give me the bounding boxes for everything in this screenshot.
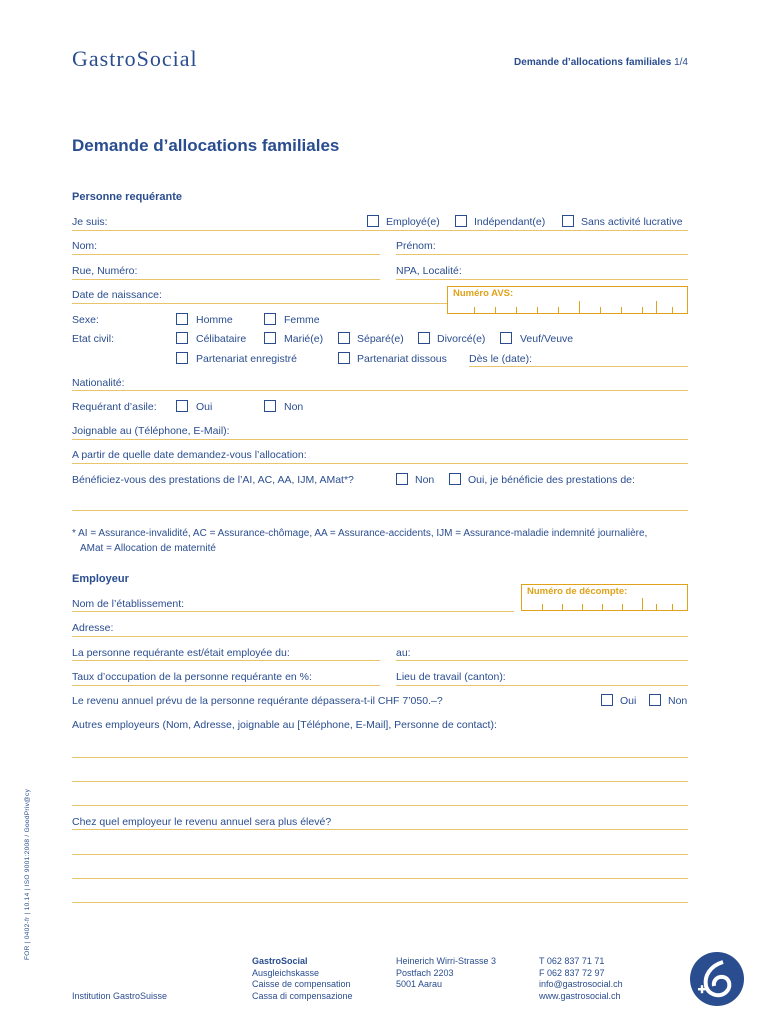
- des-le-label: Dès le (date):: [469, 353, 533, 365]
- veuf-checkbox[interactable]: [500, 332, 512, 344]
- footer-col1-line: Ausgleichskasse: [252, 967, 320, 978]
- logo-text: GastroSocial: [72, 46, 198, 71]
- naissance-label: Date de naissance:: [72, 289, 162, 301]
- gastrosocial-emblem-icon: [690, 952, 744, 1006]
- dissous-label: Partenariat dissous: [357, 353, 447, 365]
- nationalite-field[interactable]: [72, 390, 688, 391]
- prenom-field[interactable]: [396, 254, 688, 255]
- section-employeur-heading: Employeur: [72, 573, 129, 585]
- autres-employeurs-label: Autres employeurs (Nom, Adresse, joignable au [Téléphone, E-Mail], Personne de contact):: [72, 719, 497, 731]
- adresse-label: Adresse:: [72, 622, 114, 634]
- section-personne-heading: Personne requérante: [72, 191, 183, 203]
- benef-oui-label: Oui, je bénéficie des prestations de:: [468, 474, 635, 486]
- partenariat-checkbox[interactable]: [176, 352, 188, 364]
- benef-non-label: Non: [415, 474, 435, 486]
- veuf-label: Veuf/Veuve: [520, 333, 574, 345]
- joignable-field[interactable]: [72, 439, 688, 440]
- decompte-tick: [622, 604, 623, 610]
- footer-institution: Institution GastroSuisse: [72, 991, 168, 1001]
- chez-quel-line-2[interactable]: [72, 854, 688, 855]
- independant-label: Indépendant(e): [474, 216, 546, 228]
- footer-col2-line: Postfach 2203: [396, 967, 454, 978]
- footer-email: info@gastrosocial.ch: [539, 979, 623, 989]
- revenu-oui-checkbox[interactable]: [601, 694, 613, 706]
- celibataire-checkbox[interactable]: [176, 332, 188, 344]
- lieu-field[interactable]: [396, 685, 688, 686]
- marie-label: Marié(e): [284, 333, 324, 345]
- employe-label: Employé(e): [386, 216, 440, 228]
- taux-field[interactable]: [72, 685, 380, 686]
- footer-col2-line: Heinerich Wirri-Strasse 3: [396, 956, 497, 966]
- page-title: Demande d’allocations familiales: [72, 136, 340, 155]
- etablissement-label: Nom de l’établissement:: [72, 598, 185, 610]
- footer-fax: F 062 837 72 97: [539, 967, 605, 978]
- side-document-code: FOR | 0402-fr | 10.14 | ISO 9001:2008 / GoodPriv@cy: [24, 788, 31, 960]
- avs-tick: [621, 307, 622, 313]
- au-field[interactable]: [396, 660, 688, 661]
- page-number: 1/4: [674, 57, 688, 68]
- footer-col1-line: Cassa di compensazione: [252, 990, 353, 1001]
- chez-quel-line-1[interactable]: [72, 829, 688, 830]
- avs-tick: [642, 307, 643, 313]
- je-suis-label: Je suis:: [72, 216, 108, 228]
- celibataire-label: Célibataire: [196, 333, 247, 345]
- sans-activite-label: Sans activité lucrative: [581, 216, 683, 228]
- femme-label: Femme: [284, 314, 320, 326]
- homme-label: Homme: [196, 314, 233, 326]
- rue-field[interactable]: [72, 279, 380, 280]
- partenariat-label: Partenariat enregistré: [196, 353, 297, 365]
- a-partir-label: A partir de quelle date demandez-vous l’allocation:: [72, 449, 307, 461]
- decompte-tick: [672, 604, 673, 610]
- avs-tick: [474, 307, 475, 313]
- footer-col1: [252, 956, 353, 1002]
- nom-label: Nom:: [72, 240, 98, 252]
- marie-checkbox[interactable]: [264, 332, 276, 344]
- footer-col1-title: GastroSocial: [252, 956, 308, 966]
- chez-quel-line-4[interactable]: [72, 902, 688, 903]
- footer-website: www.gastrosocial.ch: [539, 990, 621, 1001]
- rue-label: Rue, Numéro:: [72, 265, 138, 277]
- autres-line-1[interactable]: [72, 757, 688, 758]
- dissous-checkbox[interactable]: [338, 352, 350, 364]
- avs-separator: [656, 301, 657, 313]
- autres-line-3[interactable]: [72, 805, 688, 806]
- chez-quel-line-3[interactable]: [72, 878, 688, 879]
- footnote-line-2: AMat = Allocation de maternité: [80, 543, 216, 554]
- decompte-tick: [582, 604, 583, 610]
- independant-checkbox[interactable]: [455, 215, 467, 227]
- decompte-separator: [642, 598, 643, 610]
- naissance-field[interactable]: [72, 303, 447, 304]
- footer-col2: [396, 956, 496, 991]
- footer-col3: [539, 956, 623, 1002]
- decompte-label: Numéro de décompte:: [527, 586, 628, 597]
- autres-line-2[interactable]: [72, 781, 688, 782]
- avs-tick: [672, 307, 673, 313]
- benef-non-checkbox[interactable]: [396, 473, 408, 485]
- header-title-text: Demande d’allocations familiales: [514, 57, 672, 68]
- revenu-label: Le revenu annuel prévu de la personne requérante dépassera-t-il CHF 7’050.–?: [72, 695, 443, 707]
- separe-label: Séparé(e): [357, 333, 404, 345]
- nationalite-label: Nationalité:: [72, 377, 125, 389]
- npa-label: NPA, Localité:: [396, 265, 462, 277]
- avs-number-box[interactable]: [447, 286, 688, 314]
- nom-field[interactable]: [72, 254, 380, 255]
- npa-field[interactable]: [396, 279, 688, 280]
- decompte-tick: [542, 604, 543, 610]
- separe-checkbox[interactable]: [338, 332, 350, 344]
- des-le-field[interactable]: [469, 366, 688, 367]
- decompte-tick: [656, 604, 657, 610]
- divorce-checkbox[interactable]: [418, 332, 430, 344]
- divorce-label: Divorcé(e): [437, 333, 486, 345]
- beneficiez-label: Bénéficiez-vous des prestations de l’AI, AC, AA, IJM, AMat*?: [72, 474, 354, 486]
- avs-label: Numéro AVS:: [453, 288, 514, 299]
- revenu-non-checkbox[interactable]: [649, 694, 661, 706]
- header-form-title: [514, 57, 688, 68]
- avs-tick: [600, 307, 601, 313]
- taux-label: Taux d’occupation de la personne requérante en %:: [72, 671, 312, 683]
- revenu-oui-label: Oui: [620, 695, 637, 707]
- benef-oui-checkbox[interactable]: [449, 473, 461, 485]
- asile-oui-checkbox[interactable]: [176, 400, 188, 412]
- asile-label: Requérant d’asile:: [72, 401, 157, 413]
- gastrosocial-logo: [72, 46, 198, 72]
- asile-non-label: Non: [284, 401, 304, 413]
- footer-phone: T 062 837 71 71: [539, 956, 605, 966]
- footer-col2-line: 5001 Aarau: [396, 979, 443, 989]
- prenom-label: Prénom:: [396, 240, 436, 252]
- decompte-number-box[interactable]: [521, 584, 688, 611]
- je-suis-line: [72, 230, 688, 231]
- chez-quel-label: Chez quel employeur le revenu annuel sera plus élevé?: [72, 816, 332, 828]
- lieu-label: Lieu de travail (canton):: [396, 671, 506, 683]
- sans-activite-checkbox[interactable]: [562, 215, 574, 227]
- femme-checkbox[interactable]: [264, 313, 276, 325]
- avs-tick: [516, 307, 517, 313]
- au-label: au:: [396, 647, 411, 659]
- revenu-non-label: Non: [668, 695, 688, 707]
- decompte-tick: [602, 604, 603, 610]
- footnote-line-1: * AI = Assurance-invalidité, AC = Assurance-chômage, AA = Assurance-accidents, IJM = Assurance-maladie indemnité journalière,: [72, 528, 648, 539]
- avs-tick: [495, 307, 496, 313]
- asile-oui-label: Oui: [196, 401, 213, 413]
- asile-non-checkbox[interactable]: [264, 400, 276, 412]
- decompte-tick: [562, 604, 563, 610]
- a-partir-field[interactable]: [72, 463, 688, 464]
- beneficiez-field[interactable]: [72, 510, 688, 511]
- etat-civil-label: Etat civil:: [72, 333, 115, 345]
- footer-col1-line: Caisse de compensation: [252, 979, 351, 989]
- homme-checkbox[interactable]: [176, 313, 188, 325]
- employee-du-field[interactable]: [72, 660, 380, 661]
- adresse-field[interactable]: [72, 636, 688, 637]
- avs-separator: [579, 301, 580, 313]
- avs-tick: [558, 307, 559, 313]
- sexe-label: Sexe:: [72, 314, 99, 326]
- joignable-label: Joignable au (Téléphone, E-Mail):: [72, 425, 230, 437]
- employe-checkbox[interactable]: [367, 215, 379, 227]
- employee-du-label: La personne requérante est/était employée du:: [72, 647, 290, 659]
- etablissement-field[interactable]: [72, 611, 514, 612]
- avs-tick: [537, 307, 538, 313]
